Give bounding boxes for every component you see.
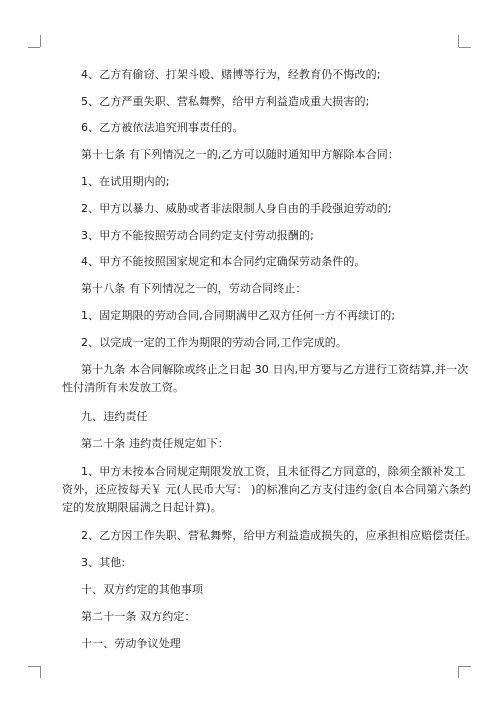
article-18-item-1: 1、固定期限的劳动合同,合同期满甲乙双方任何一方不再续订的; (81, 309, 396, 322)
paragraph-clause-5: 5、乙方严重失职、营私舞弊，给甲方利益造成重大损害的; (81, 95, 370, 108)
article-19-line-2: 性付清所有未发放工资。 (62, 381, 185, 394)
article-17-heading: 第十七条 有下列情况之一的,乙方可以随时通知甲方解除本合同： (81, 148, 399, 161)
article-17-item-2: 2、甲方以暴力、威胁或者非法限制人身自由的手段强迫劳动的; (81, 202, 392, 215)
section-11-heading: 十一、劳动争议处理 (81, 637, 181, 650)
section-10-heading: 十、双方约定的其他事项 (81, 583, 204, 596)
article-17-item-1: 1、在试用期内的; (81, 175, 170, 188)
article-18-heading: 第十八条 有下列情况之一的，劳动合同终止： (81, 282, 307, 295)
article-21-heading: 第二十一条 双方约定： (81, 610, 196, 623)
article-20-item-2: 2、乙方因工作失职、营私舞弊，给甲方利益造成损失的，应承担相应赔偿责任。 (81, 529, 477, 542)
article-17-item-4: 4、甲方不能按照国家规定和本合同约定确保劳动条件的。 (81, 255, 366, 268)
section-9-heading: 九、违约责任 (81, 410, 148, 423)
article-20-item-1-line-2: 资外，还应按每天￥ 元(人民币大写： )的标准向乙方支付违约金(自本合同第六条约 (62, 483, 471, 496)
article-20-item-1-line-1: 1、甲方未按本合同规定期限发放工资，且未征得乙方同意的，除须全额补发工 (81, 465, 466, 478)
article-20-item-1-line-3: 定的发放期限届满之日起计算)。 (62, 501, 222, 514)
paragraph-clause-4: 4、乙方有偷窃、打架斗殴、赌博等行为，经教育仍不悔改的; (81, 68, 381, 81)
article-17-item-3: 3、甲方不能按照劳动合同约定支付劳动报酬的; (81, 229, 314, 242)
article-20-heading: 第二十条 违约责任规定如下： (81, 437, 229, 450)
article-20-item-3: 3、其他: (81, 556, 126, 569)
article-18-item-2: 2、以完成一定的工作为期限的劳动合同,工作完成的。 (81, 336, 347, 349)
paragraph-clause-6: 6、乙方被依法追究刑事责任的。 (81, 121, 244, 134)
article-19-line-1: 第十九条 本合同解除或终止之日起 30 日内,甲方要与乙方进行工资结算,并一次 (81, 363, 469, 376)
